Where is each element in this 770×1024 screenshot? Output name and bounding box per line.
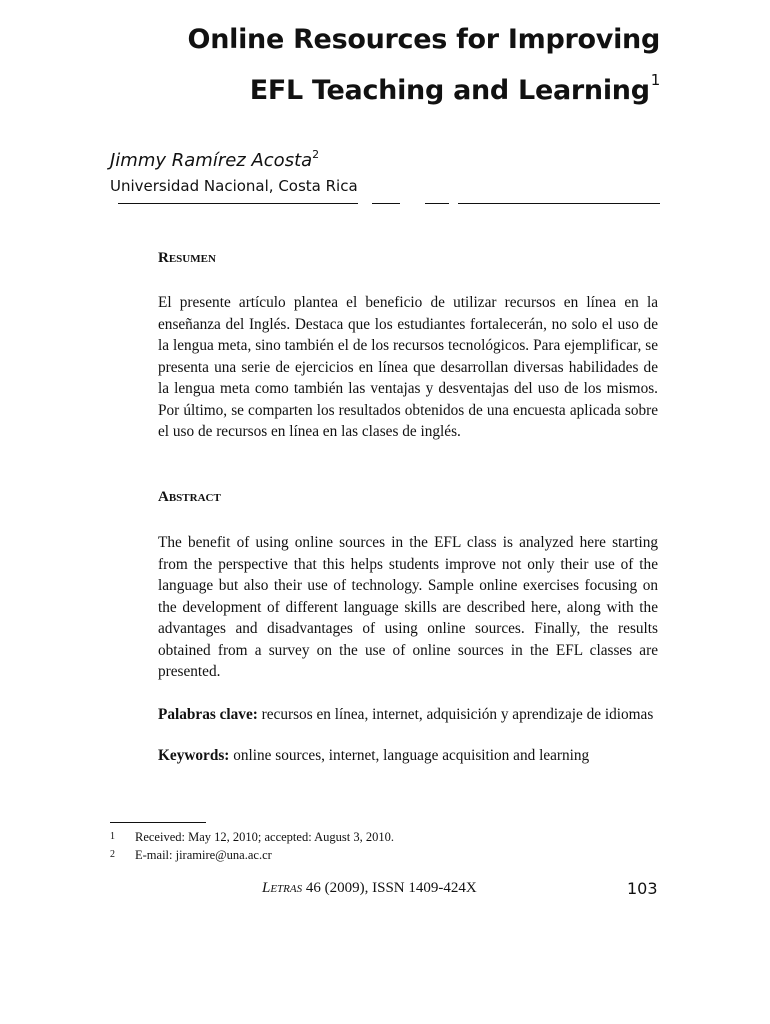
author-affiliation: Universidad Nacional, Costa Rica	[110, 177, 358, 195]
header-rule-left	[118, 203, 358, 204]
title-line-2	[100, 60, 660, 111]
page-footer	[262, 880, 477, 897]
header-rule-right	[458, 203, 660, 204]
author-name	[110, 148, 319, 171]
paper-title	[100, 20, 660, 111]
resumen-text: El presente artículo plantea el beneficio de utilizar recursos en línea en la enseñanza del Inglés. Destaca que los estudiantes fortalecerán, no solo el uso de la lengua meta, sino también el de los recursos tecnológicos. Para ejemplificar, se presenta una serie de ejercicios en línea que desarrollan diversas habilidades de la lengua meta como también las ventajas y desventajas del uso de los mismos. Por último, se comparten los resultados obtenidos de una encuesta aplicada sobre el uso de recursos en línea en las clases de inglés.	[158, 294, 658, 440]
journal-name: Letras	[262, 880, 303, 896]
abstract-heading: Abstract	[158, 489, 221, 505]
title-line-1: Online Resources for Improving	[187, 24, 660, 55]
footnote-2-text: E-mail: jiramire@una.ac.cr	[135, 848, 272, 862]
footnote-2-num: 2	[110, 849, 115, 860]
keywords-en	[158, 745, 658, 767]
author-name-text: Jimmy Ramírez Acosta	[110, 150, 313, 171]
footnote-1-text: Received: May 12, 2010; accepted: August 3, 2010.	[135, 830, 394, 844]
keywords-en-label: Keywords:	[158, 747, 230, 764]
keywords-es-text: recursos en línea, internet, adquisición y aprendizaje de idiomas	[261, 706, 654, 723]
footnote-2	[110, 848, 272, 863]
journal-citation: 46 (2009), ISSN 1409-424X	[305, 880, 477, 896]
keywords-es-label: Palabras clave:	[158, 706, 258, 723]
page-number: 103	[627, 879, 658, 898]
author-footnote-mark: 2	[312, 148, 320, 161]
abstract-text: The benefit of using online sources in the EFL class is analyzed here starting from the perspective that this helps students improve not only their use of the language but also their use of technology. Sample online exercises focusing on the development of different language skills are described here, along with the advantages and disadvantages of using online sources. Finally, the results obtained from a survey on the use of online sources in the EFL classes are presented.	[158, 534, 658, 680]
keywords-es	[158, 704, 658, 726]
footnote-1	[110, 830, 394, 845]
resumen-heading: Resumen	[158, 250, 216, 266]
keywords-en-text: online sources, internet, language acquisition and learning	[233, 747, 590, 764]
title-footnote-mark: 1	[650, 71, 660, 89]
footnote-rule	[110, 822, 206, 823]
header-rule-mid2	[425, 203, 449, 204]
header-rule-mid	[372, 203, 400, 204]
title-line-2-text: EFL Teaching and Learning	[249, 75, 650, 106]
footnote-1-num: 1	[110, 831, 115, 842]
